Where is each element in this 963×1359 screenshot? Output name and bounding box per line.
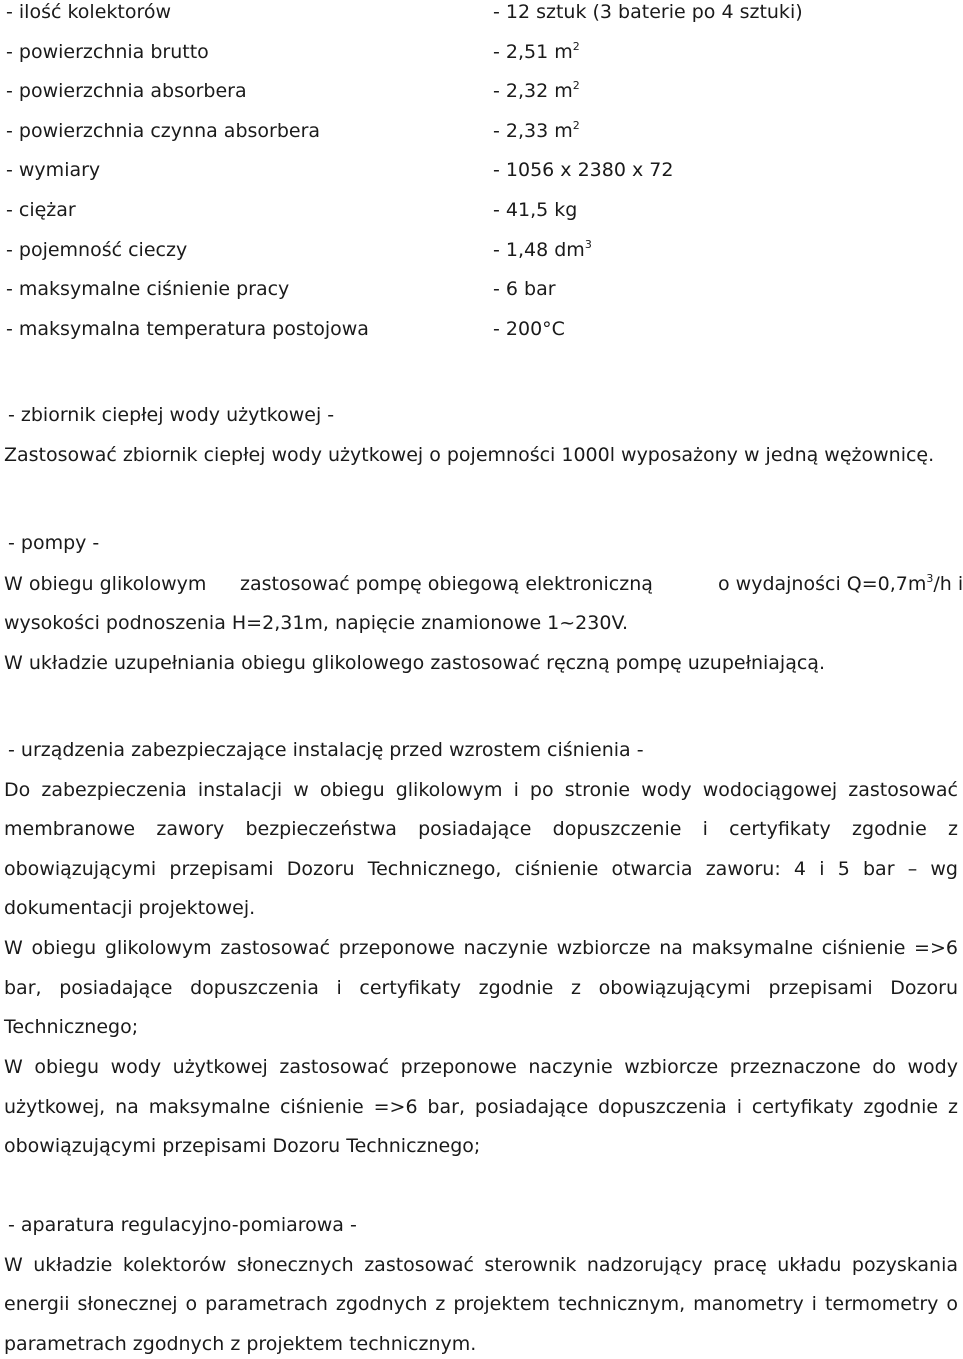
pumps-heading: - pompy -	[8, 532, 100, 554]
pumps-line-1c: o wydajności $Q=0,7m^3/h$ i	[718, 572, 963, 595]
safety-line-7: Technicznego;	[4, 1016, 139, 1038]
control-line-1: W układzie kolektorów słonecznych zastosować sterownik nadzorujący pracę układu pozyskania	[4, 1254, 958, 1276]
spec-label: - pojemność cieczy	[6, 238, 188, 261]
pumps-line-2: wysokości podnoszenia H=2,31m, napięcie znamionowe 1~230V.	[4, 612, 629, 634]
spec-label: - maksymalna temperatura postojowa	[6, 317, 369, 340]
safety-line-6: bar, posiadające dopuszczenia i certyfikaty zgodnie z obowiązującymi przepisami Dozoru	[4, 977, 958, 999]
unit-superscript: 2	[572, 79, 580, 93]
safety-line-4: dokumentacji projektowej.	[4, 897, 256, 919]
spec-row	[6, 235, 906, 265]
pumps-flow-superscript: 3	[926, 572, 934, 585]
spec-row	[6, 314, 906, 344]
unit-superscript: 2	[572, 118, 580, 132]
spec-label: - ilość kolektorów	[6, 1, 172, 23]
spec-value: - 2,51 $m^2$	[493, 39, 580, 63]
spec-value: - 2,32 $m^2$	[493, 79, 580, 103]
safety-line-2: membranowe zawory bezpieczeństwa posiadające dopuszczenie i certyfikaty zgodnie z	[4, 818, 958, 840]
spec-value: - 1056 x 2380 x 72	[493, 159, 674, 182]
pumps-line-1b: zastosować pompę obiegową elektroniczną	[240, 573, 653, 595]
safety-line-10: obowiązującymi przepisami Dozoru Technicznego;	[4, 1135, 481, 1157]
safety-line-3: obowiązującymi przepisami Dozoru Technicznego, ciśnienie otwarcia zaworu: 4 i 5 bar – wg	[4, 858, 958, 880]
spec-row	[6, 116, 906, 146]
spec-label: - maksymalne ciśnienie pracy	[6, 278, 290, 301]
pumps-line-3: W układzie uzupełniania obiegu glikolowego zastosować ręczną pompę uzupełniającą.	[4, 652, 825, 674]
spec-value: - 1,48 $dm^3$	[493, 237, 592, 261]
spec-row	[6, 0, 906, 27]
control-line-3: parametrach zgodnych z projektem technicznym.	[4, 1333, 477, 1355]
spec-label: - wymiary	[6, 159, 101, 182]
safety-line-1: Do zabezpieczenia instalacji w obiegu glikolowym i po stronie wody wodociągowej zastosować	[4, 779, 958, 801]
spec-row	[6, 37, 906, 67]
spec-value: - 2,33 $m^2$	[493, 118, 580, 142]
safety-line-9: użytkowej, na maksymalne ciśnienie =>6 bar, posiadające dopuszczenia i certyfikaty zgodnie z	[4, 1096, 958, 1118]
spec-row	[6, 76, 906, 106]
pumps-line-1a: W obiegu glikolowym	[4, 573, 207, 595]
safety-line-5: W obiegu glikolowym zastosować przeponowe naczynie wzbiorcze na maksymalne ciśnienie =>6	[4, 937, 958, 959]
spec-row	[6, 155, 906, 185]
tank-paragraph: Zastosować zbiornik ciepłej wody użytkowej o pojemności 1000l wyposażony w jedną wężownicę.	[4, 444, 935, 466]
spec-label: - powierzchnia czynna absorbera	[6, 119, 321, 142]
spec-label: - ciężar	[6, 199, 76, 221]
unit-superscript: 2	[572, 39, 580, 53]
control-line-2: energii słonecznej o parametrach zgodnych z projektem technicznym, manometry i termometry o	[4, 1293, 958, 1315]
spec-row	[6, 274, 906, 304]
safety-line-8: W obiegu wody użytkowej zastosować przeponowe naczynie wzbiorcze przeznaczone do wody	[4, 1056, 958, 1078]
spec-label: - powierzchnia absorbera	[6, 80, 247, 103]
spec-value: - 200°C	[493, 317, 565, 340]
safety-heading: - urządzenia zabezpieczające instalację przed wzrostem ciśnienia -	[8, 739, 644, 761]
unit-superscript: 3	[584, 237, 592, 251]
spec-value: - 6 bar	[493, 278, 556, 301]
spec-value: - 41,5 kg	[493, 199, 578, 221]
spec-label: - powierzchnia brutto	[6, 40, 209, 63]
tank-heading: - zbiornik ciepłej wody użytkowej -	[8, 404, 335, 426]
spec-value: - 12 sztuk (3 baterie po 4 sztuki)	[493, 1, 803, 23]
control-heading: - aparatura regulacyjno-pomiarowa -	[8, 1214, 357, 1236]
spec-row	[6, 195, 906, 225]
